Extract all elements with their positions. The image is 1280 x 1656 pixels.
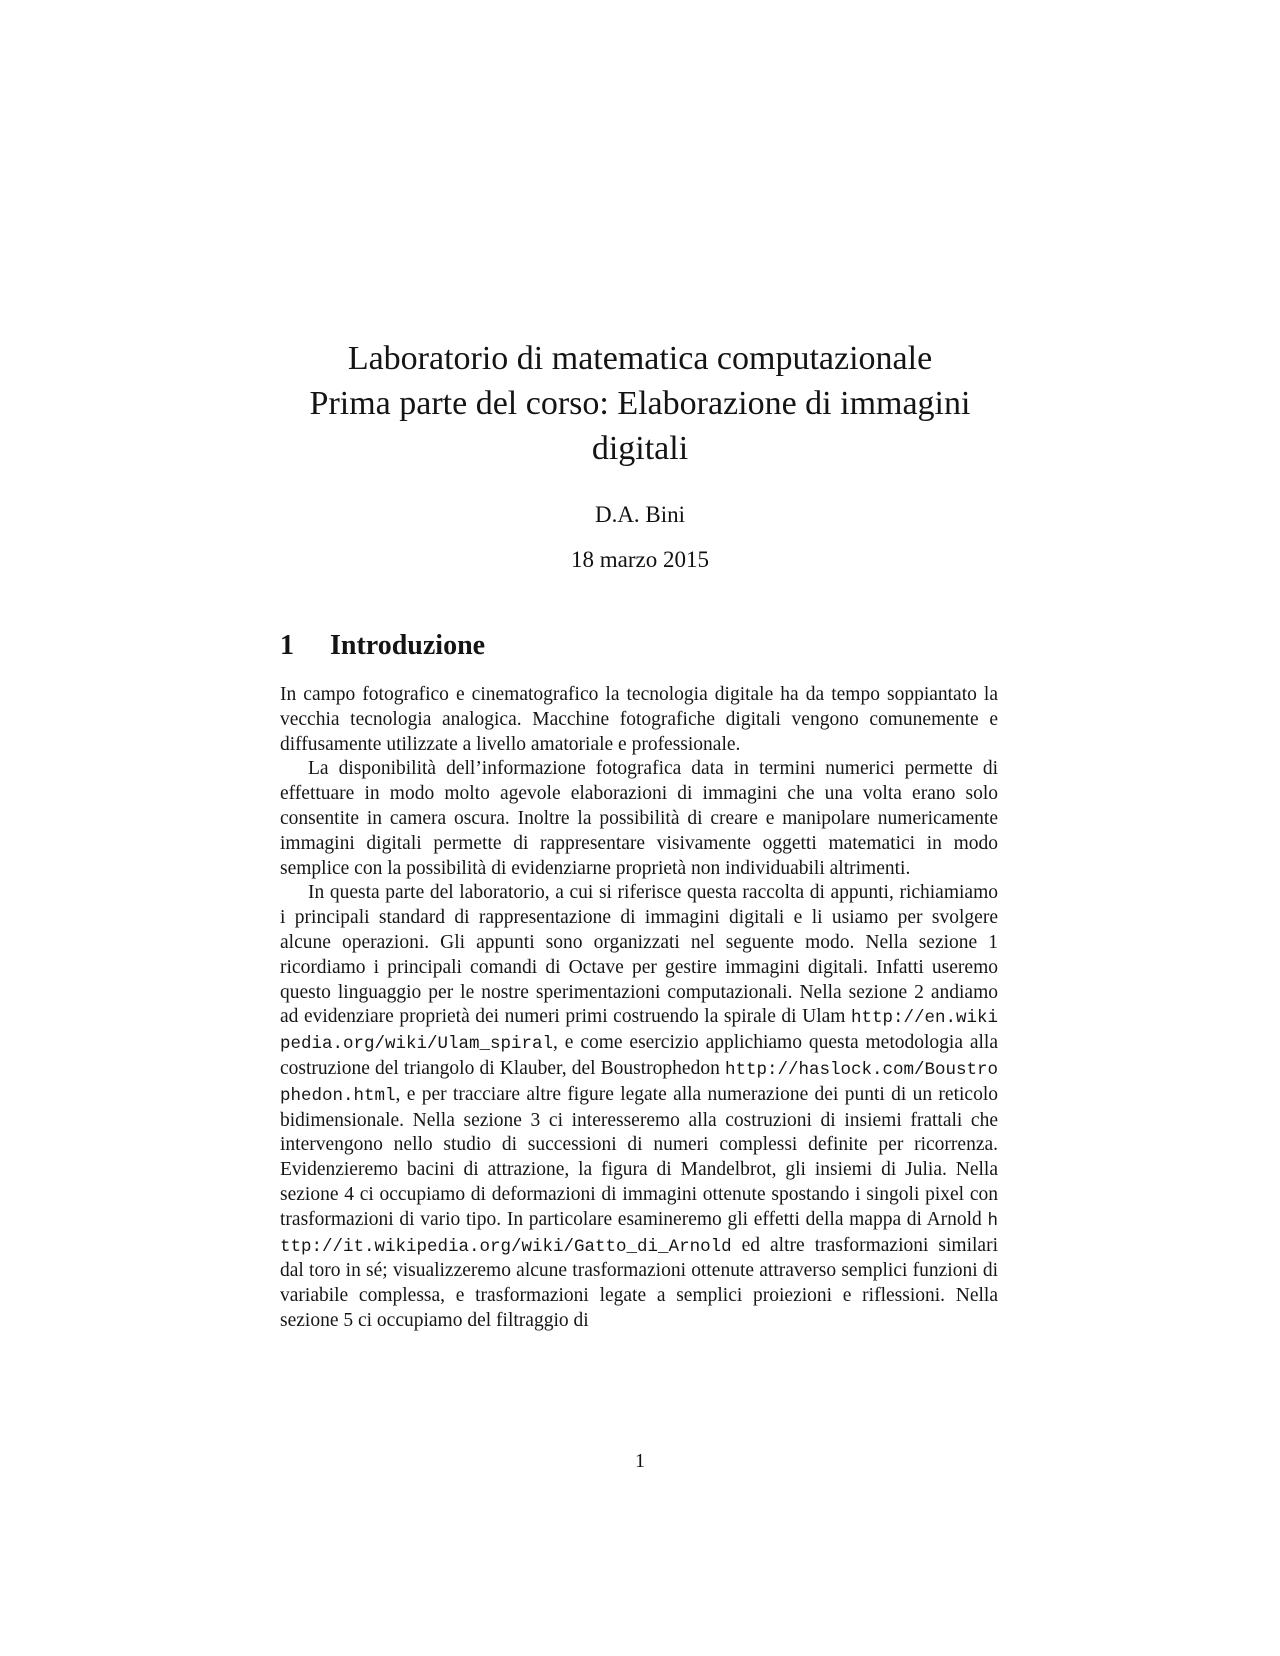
author: D.A. Bini — [594, 502, 686, 527]
section-body — [280, 683, 998, 1334]
title-line-2: Prima parte del corso: Elaborazione di immagini — [309, 385, 971, 422]
paragraph-3-text-4: ed altre trasformazioni similari dal toro in sé; visualizzeremo alcune trasformazioni ottenute attraverso semplici funzioni di variabile complessa, e trasformazioni legate a semplici proiezioni e riflessioni. Nella sezione 5 ci occupiamo del filtraggio di — [280, 1234, 998, 1331]
paragraph-3-text-3: , e per tracciare altre figure legate alla numerazione dei punti di un reticolo bidimensionale. Nella sezione 3 ci interesseremo alla costruzioni di insiemi frattali che intervengono nello studio di successioni di numeri complessi definite per ricorrenza. Evidenzieremo bacini di attrazione, la figura di Mandelbrot, gli insiemi di Julia. Nella sezione 4 ci occupiamo di deformazioni di immagini ottenute spostando i singoli pixel con trasformazioni di vario tipo. In particolare esamineremo gli effetti della mappa di Arnold — [280, 1083, 998, 1230]
paragraph-1: In campo fotografico e cinematografico la tecnologia digitale ha da tempo soppiantato la vecchia tecnologia analogica. Macchine fotografiche digitali vengono comunemente e diffusamente utilizzate a livello amatoriale e professionale. — [280, 684, 998, 755]
page-number: 1 — [635, 1450, 645, 1472]
paragraph-3-text-1: In questa parte del laboratorio, a cui si riferisce questa raccolta di appunti, richiamiamo i principali standard di rappresentazione di immagini digitali e li usiamo per svolgere alcune operazioni. Gli appunti sono organizzati nel seguente modo. Nella sezione 1 ricordiamo i principali comandi di Octave per gestire immagini digitali. Infatti useremo questo linguaggio per le nostre sperimentazioni computazionali. Nella sezione 2 andiamo ad evidenziare proprietà dei numeri primi costruendo la spirale di Ulam — [280, 882, 998, 1028]
link-gatto-di-arnold[interactable]: http://it.wikipedia.org/wiki/Gatto_di_Arnold — [280, 1210, 998, 1257]
paragraph-3-text-2: , e come esercizio applichiamo questa metodologia alla costruzione del triangolo di Klauber, del Boustrophedon — [280, 1032, 998, 1079]
date: 18 marzo 2015 — [571, 547, 709, 572]
title-line-1: Laboratorio di matematica computazionale — [347, 340, 933, 377]
link-boustrophedon[interactable]: http://haslock.com/Boustrophedon.html — [280, 1059, 998, 1106]
section-title: Introduzione — [330, 630, 486, 661]
link-ulam-spiral[interactable]: http://en.wikipedia.org/wiki/Ulam_spiral — [280, 1008, 998, 1055]
title-line-3: digitali — [591, 430, 689, 467]
paragraph-3 — [280, 881, 998, 1333]
paragraph-2: La disponibilità dell’informazione fotografica data in termini numerici permette di effettuare in modo molto agevole elaborazioni di immagini che una volta erano solo consentite in camera oscura. Inoltre la possibilità di creare e manipolare numericamente immagini digitali permette di rappresentare visivamente oggetti matematici in modo semplice con la possibilità di evidenziarne proprietà non individuabili altrimenti. — [280, 758, 998, 879]
document-title — [270, 336, 1010, 471]
section-number: 1 — [280, 630, 294, 661]
section-heading — [280, 628, 1000, 664]
